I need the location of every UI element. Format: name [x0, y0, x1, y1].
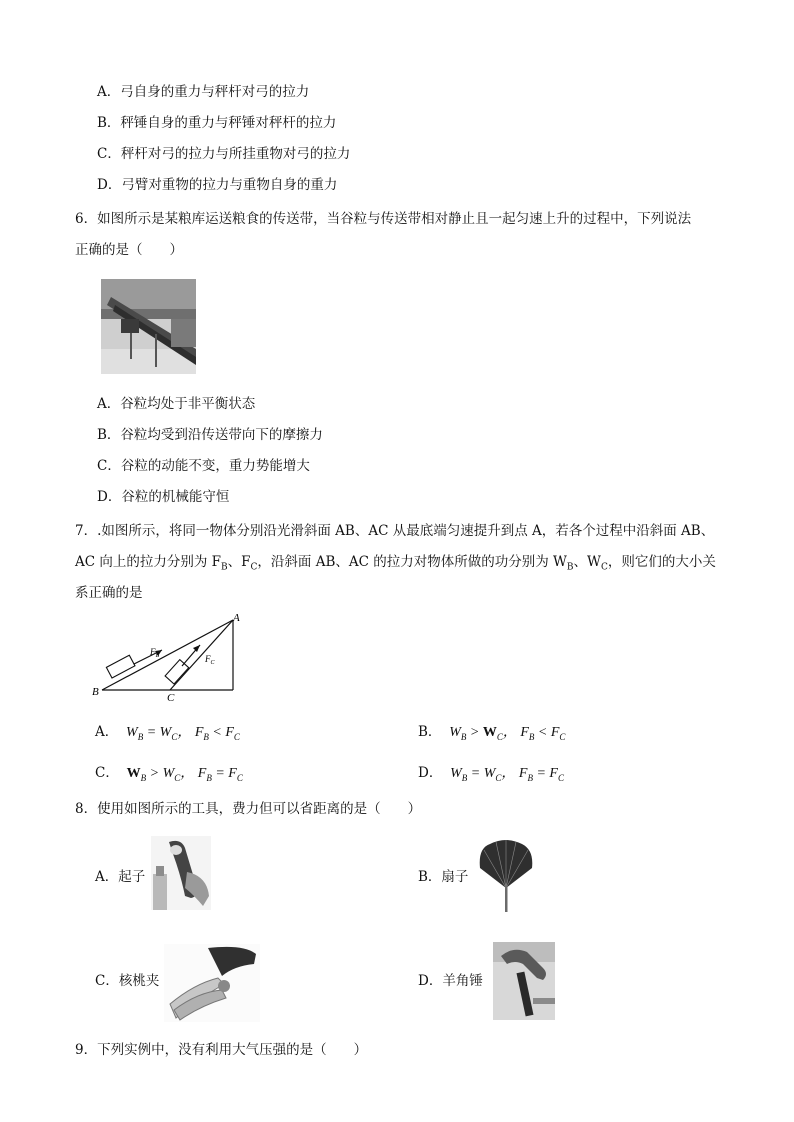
q7-option-d: D． $W_B = W_C$， $F_B = F_C$: [418, 765, 564, 783]
q7-option-d-expr: $W_B = W_C$， $F_B = F_C$: [446, 766, 564, 783]
conveyor-belt-image: [101, 279, 196, 374]
q9-stem: 9．下列实例中，没有利用大气压强的是（ ）: [75, 1042, 368, 1058]
claw-hammer-image: [493, 942, 555, 1020]
conveyor-belt-photo: [101, 279, 196, 374]
q7-option-a: A． $W_B = W_C$， $F_B < F_C$: [95, 724, 240, 742]
q5-option-c: C．秤杆对弓的拉力与所挂重物对弓的拉力: [97, 146, 351, 162]
nutcracker-image: [164, 944, 260, 1022]
q7-stem-line3: 系正确的是: [75, 585, 143, 601]
q7-option-a-expr: $W_B = W_C$， $F_B < F_C$: [122, 725, 240, 742]
q5-option-b: B．秤锤自身的重力与秤锤对秤杆的拉力: [97, 115, 337, 131]
vertex-label-c: C: [167, 692, 175, 704]
q7-option-c-expr: $W_B > W_C$， $F_B = F_C$: [126, 766, 243, 783]
q7-stem-line2: AC 向上的拉力分别为 $F_B$、$F_C$，沿斜面 AB、AC 的拉力对物体所做的功分别为 $W_B$、$W_C$，则它们的大小关: [75, 554, 716, 573]
q8-option-b: B．扇子: [418, 869, 469, 885]
q7-option-b: B． $W_B > W_C$， $F_B < F_C$: [418, 724, 566, 742]
fan-image: [476, 838, 536, 912]
force-label-fb: $F_B$: [150, 647, 160, 659]
q5-option-a: A．弓自身的重力与秤杆对弓的拉力: [97, 84, 310, 100]
q8-option-c: C．核桃夹: [95, 973, 160, 989]
q5-option-d: D．弓臂对重物的拉力与重物自身的重力: [97, 177, 338, 193]
q8-stem: 8．使用如图所示的工具，费力但可以省距离的是（ ）: [75, 801, 422, 817]
q6-stem-line1: 6．如图所示是某粮库运送粮食的传送带，当谷粒与传送带相对静止且一起匀速上升的过程中，下列说法: [75, 211, 692, 227]
q6-option-a: A．谷粒均处于非平衡状态: [97, 396, 256, 412]
triangle-outline: [102, 620, 233, 690]
q6-stem-line2: 正确的是（ ）: [75, 242, 183, 258]
vertex-label-a: A: [233, 612, 240, 624]
q6-option-b: B．谷粒均受到沿传送带向下的摩擦力: [97, 427, 323, 443]
q6-option-c: C．谷粒的动能不变，重力势能增大: [97, 458, 310, 474]
q8-option-a: A．起子: [95, 869, 146, 885]
q8-option-d: D．羊角锤: [418, 973, 483, 989]
q7-option-b-expr: $W_B > W_C$， $F_B < F_C$: [445, 725, 566, 742]
q7-option-c: C． $W_B > W_C$， $F_B = F_C$: [95, 765, 243, 783]
vertex-label-b: B: [92, 686, 99, 698]
force-arrowhead-fc: [193, 645, 200, 652]
force-label-fc: $F_C$: [205, 654, 215, 666]
bottle-opener-image: [151, 836, 211, 910]
q6-option-d: D．谷粒的机械能守恒: [97, 489, 230, 505]
q7-stem-line1: 7．.如图所示，将同一物体分别沿光滑斜面 AB、AC 从最底端匀速提升到点 A，若各个过程中沿斜面 AB、: [75, 523, 715, 539]
inclined-plane-diagram: [90, 612, 250, 704]
block-on-ac: [165, 660, 189, 684]
